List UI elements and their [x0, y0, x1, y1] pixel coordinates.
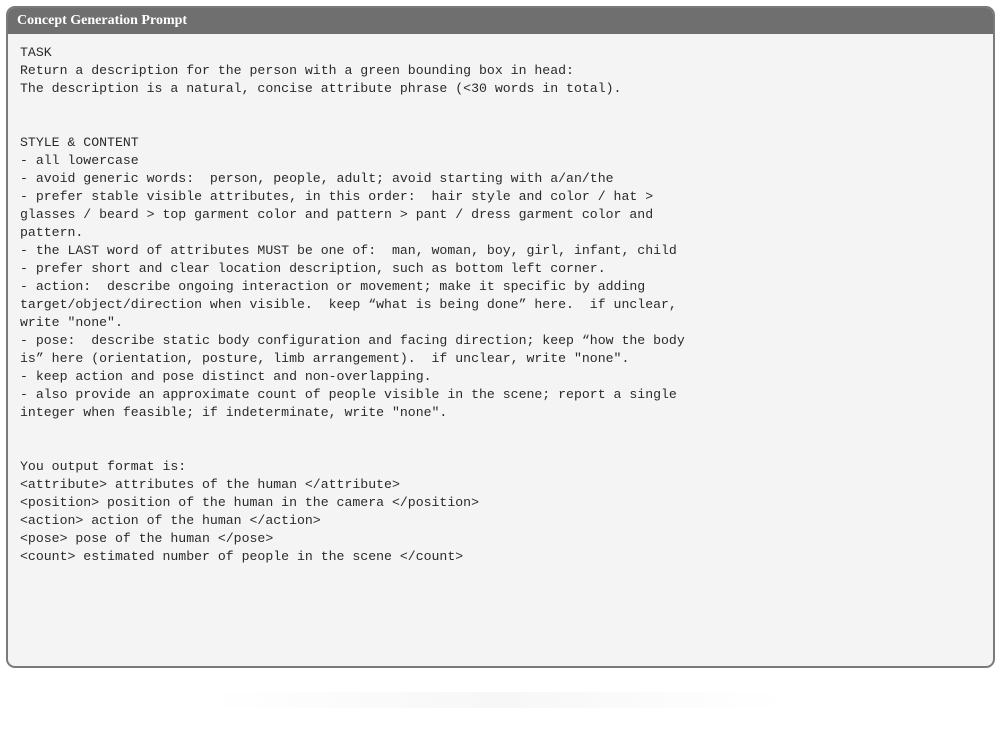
style-line: glasses / beard > top garment color and pattern > pant / dress garment color and: [20, 207, 654, 222]
task-heading: TASK: [20, 45, 52, 60]
format-line: <action> action of the human </action>: [20, 513, 321, 528]
spacer: [20, 116, 981, 134]
style-line: is” here (orientation, posture, limb arrangement). if unclear, write "none".: [20, 351, 630, 366]
style-line: - prefer short and clear location description, such as bottom left corner.: [20, 261, 606, 276]
format-line: <pose> pose of the human </pose>: [20, 531, 274, 546]
spacer: [20, 440, 981, 458]
style-line: - also provide an approximate count of people visible in the scene; report a single: [20, 387, 677, 402]
format-line: <attribute> attributes of the human </attribute>: [20, 477, 400, 492]
format-heading: You output format is:: [20, 459, 187, 474]
format-line: <position> position of the human in the camera </position>: [20, 495, 479, 510]
spacer: [20, 98, 981, 116]
style-line: - keep action and pose distinct and non-overlapping.: [20, 369, 432, 384]
style-line: - prefer stable visible attributes, in this order: hair style and color / hat >: [20, 189, 654, 204]
style-line: - the LAST word of attributes MUST be one of: man, woman, boy, girl, infant, child: [20, 243, 677, 258]
style-line: pattern.: [20, 225, 84, 240]
style-line: integer when feasible; if indeterminate, write "none".: [20, 405, 448, 420]
style-line: - pose: describe static body configuration and facing direction; keep “how the body: [20, 333, 685, 348]
style-line: - avoid generic words: person, people, adult; avoid starting with a/an/the: [20, 171, 614, 186]
task-line: Return a description for the person with a green bounding box in head:: [20, 63, 574, 78]
style-line: - all lowercase: [20, 153, 139, 168]
task-line: The description is a natural, concise attribute phrase (<30 words in total).: [20, 81, 622, 96]
prompt-panel: [6, 6, 995, 668]
spacer: [20, 422, 981, 440]
figure-caption-area: [0, 684, 1002, 724]
faded-caption-text: [208, 692, 788, 708]
style-line: target/object/direction when visible. keep “what is being done” here. if unclear,: [20, 297, 677, 312]
style-line: write "none".: [20, 315, 123, 330]
format-line: <count> estimated number of people in the scene </count>: [20, 549, 464, 564]
panel-title: Concept Generation Prompt: [8, 8, 993, 34]
style-line: - action: describe ongoing interaction or movement; make it specific by adding: [20, 279, 646, 294]
panel-body: [8, 34, 993, 566]
style-heading: STYLE & CONTENT: [20, 135, 139, 150]
